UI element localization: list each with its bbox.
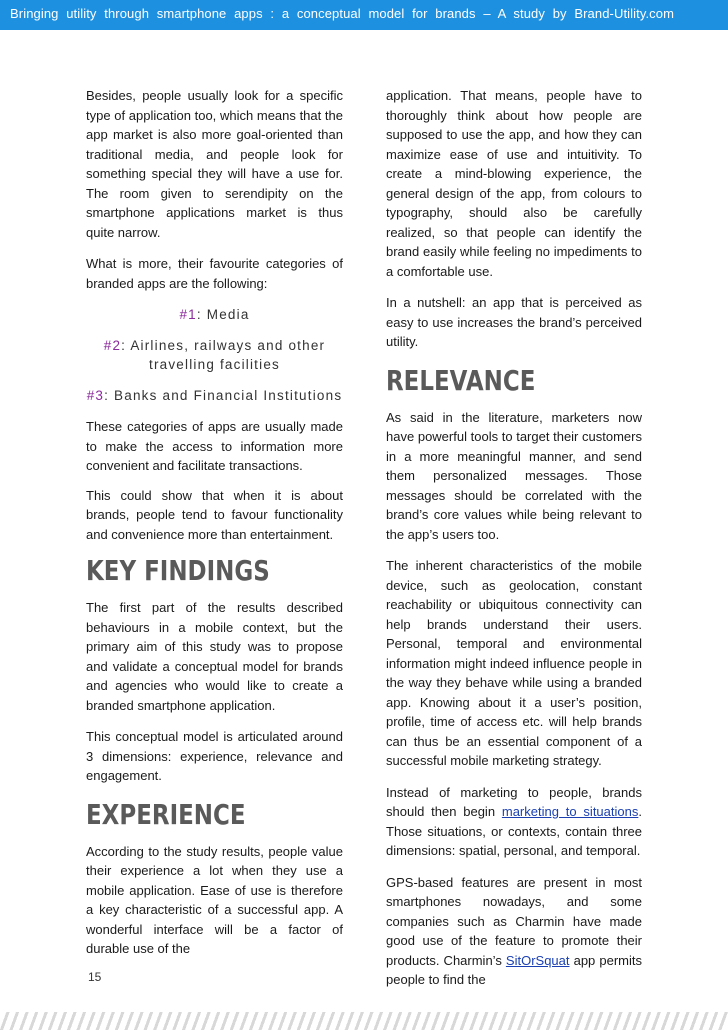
paragraph: The inherent characteristics of the mobile device, such as geolocation, constant reachability or ubiquitous connectivity can help brands understand their users. Personal, temporal and environmental information might indeed influence people in the way they behave while using a branded app. Knowing about it a user’s position, profile, time of access etc. will help brands can thus be an essential component of a successful mobile marketing strategy.	[386, 558, 642, 768]
text-run: GPS-based features are present in most smartphones nowadays, and some companies such as Charmin have made good use of the feature to promote their products. Charmin’s	[386, 874, 642, 968]
category-rank: #2	[103, 338, 122, 353]
paragraph: This could show that when it is about brands, people tend to favour functionality and convenience more than entertainment.	[86, 487, 343, 542]
text-run: . Those situations, or contexts, contain three dimensions: spatial, personal, and temporal.	[386, 804, 642, 858]
category-item	[86, 336, 343, 374]
paragraph: According to the study results, people value their experience a lot when they use a mobile application. Ease of use is therefore a key characteristic of a successful app. A wonderful interface will be a factor of durable use of the	[86, 843, 343, 956]
section-heading-experience: EXPERIENCE	[86, 797, 246, 831]
section-heading-relevance: RELEVANCE	[386, 363, 536, 397]
paragraph: In a nutshell: an app that is perceived as easy to use increases the brand’s perceived utility.	[386, 295, 642, 349]
page-number: 15	[88, 970, 102, 984]
paragraph: Besides, people usually look for a specific type of application too, which means that the app market is also more goal-oriented than traditional media, and people look for something special they will have a use for. The room given to serendipity on the smartphone applications market is thus quite narrow.	[86, 88, 343, 240]
text-run: Instead of marketing to people, brands should then begin	[386, 784, 642, 819]
category-rank: #3	[86, 388, 105, 403]
sitorsquat-link[interactable]: SitOrSquat	[505, 952, 570, 968]
paragraph: These categories of apps are usually made to make the access to information more convenient and facilitate transactions.	[86, 419, 343, 473]
category-label: : Banks and Financial Institutions	[104, 388, 343, 403]
paragraph: The first part of the results described behaviours in a mobile context, but the primary aim of this study was to propose and validate a conceptual model for brands and agencies who would like to create a branded smartphone application.	[86, 600, 343, 713]
paragraph: As said in the literature, marketers now have powerful tools to target their customers in a more meaningful manner, and send them personalized messages. Those messages should be correlated with the brand’s core values while being relevant to the app’s users too.	[386, 409, 642, 542]
text-run: app permits people to find the	[386, 952, 642, 987]
document-title: Bringing utility through smartphone apps : a conceptual model for brands – A study by Brand-Utility.com	[10, 6, 675, 21]
paragraph: What is more, their favourite categories of branded apps are the following:	[86, 256, 343, 291]
category-label: : Airlines, railways and other travelling facilities	[121, 338, 326, 372]
footer-stripes	[0, 1012, 728, 1030]
header-bar	[0, 0, 728, 30]
paragraph: This conceptual model is articulated around 3 dimensions: experience, relevance and engagement.	[86, 729, 343, 783]
section-heading-key-findings: KEY FINDINGS	[86, 554, 270, 587]
paragraph	[386, 873, 642, 990]
left-column	[86, 86, 343, 971]
category-label: : Media	[196, 307, 250, 322]
right-column	[386, 86, 642, 1002]
marketing-to-situations-link[interactable]: marketing to situations	[501, 804, 639, 819]
paragraph: application. That means, people have to thoroughly think about how people are supposed to use the app, and how they can maximize ease of use and intuitivity. To create a mind-blowing experience, the general design of the app, from colours to typography, should also be carefully realized, so that people can identify the brand easily while feeling no impediments to a comfortable use.	[386, 88, 642, 279]
category-rank: #1	[179, 307, 197, 322]
paragraph	[386, 783, 642, 861]
category-item	[86, 305, 343, 324]
category-item	[86, 386, 343, 405]
